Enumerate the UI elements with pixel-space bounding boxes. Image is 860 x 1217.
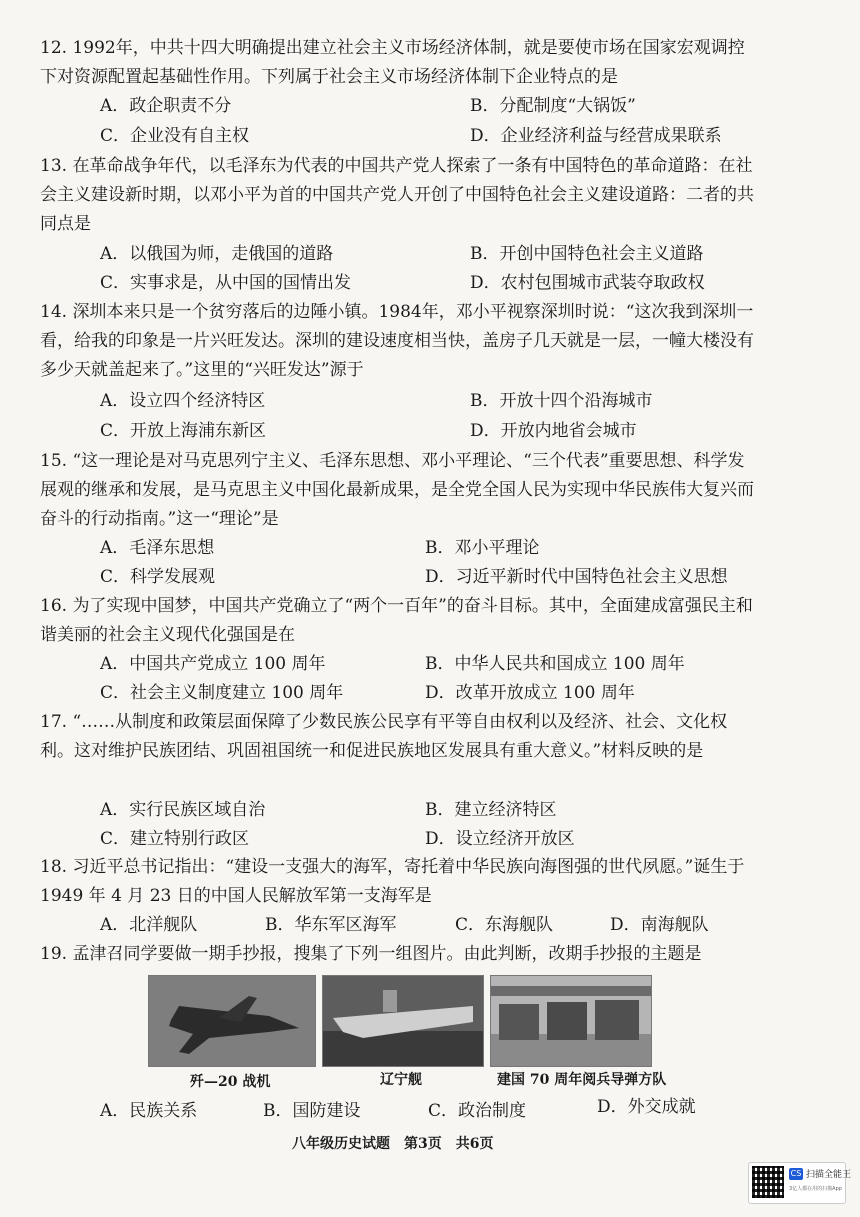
j20-fighter-photo — [148, 975, 316, 1067]
question-stem: 17. “……从制度和政策层面保障了少数民族公民享有平等自由权利以及经济、社会、文化权利。这对维护民族团结、巩固祖国统一和促进民族地区发展具有重大意义。”材料反映的是 — [40, 712, 728, 761]
option-d: D．南海舰队 — [610, 915, 709, 935]
option-b: B．开创中国特色社会主义道路 — [470, 244, 704, 264]
fighter-jet-icon — [149, 976, 315, 1066]
option-b: B．华东军区海军 — [265, 915, 397, 935]
question-stem: 14. 深圳本来只是一个贫穷落后的边陲小镇。1984年，邓小平视察深圳时说：“这次我到深圳一看，给我的印象是一片兴旺发达。深圳的建设速度相当快，盖房子几天就是一层，一幢大楼没有多少天就盖起来了。”这里的“兴旺发达”源于 — [40, 302, 754, 380]
option-d: D．改革开放成立 100 周年 — [425, 683, 635, 703]
option-a: A．毛泽东思想 — [100, 538, 215, 558]
option-b: B．分配制度“大锅饭” — [470, 96, 636, 116]
option-b: B．中华人民共和国成立 100 周年 — [425, 654, 685, 674]
option-b: B．建立经济特区 — [425, 800, 557, 820]
option-b: B．开放十四个沿海城市 — [470, 391, 653, 411]
camscanner-logo-icon: CS — [790, 1169, 802, 1178]
option-d: D．企业经济利益与经营成果联系 — [470, 126, 722, 146]
option-a: A．设立四个经济特区 — [100, 391, 266, 411]
option-a: A．民族关系 — [100, 1101, 198, 1121]
question-stem: 13. 在革命战争年代，以毛泽东为代表的中国共产党人探索了一条有中国特色的革命道路：在社会主义建设新时期，以邓小平为首的中国共产党人开创了中国特色社会主义建设道路：二者的共同点是 — [40, 156, 754, 234]
question-stem: 19. 孟津召同学要做一期手抄报，搜集了下列一组图片。由此判断，改期手抄报的主题是 — [40, 944, 702, 964]
scanner-subtitle: 3亿人都在用的扫描App — [789, 1186, 842, 1192]
option-d: D．开放内地省会城市 — [470, 421, 637, 441]
question-stem: 16. 为了实现中国梦，中国共产党确立了“两个一百年”的奋斗目标。其中，全面建成富强民主和谐美丽的社会主义现代化强国是在 — [40, 596, 753, 645]
liaoning-carrier-photo — [322, 975, 484, 1067]
option-d: D．农村包围城市武装夺取政权 — [470, 273, 705, 293]
option-a: A．政企职责不分 — [100, 96, 232, 116]
option-a: A．北洋舰队 — [100, 915, 198, 935]
photo-caption-liaoning: 辽宁舰 — [380, 1072, 422, 1088]
option-c: C．科学发展观 — [100, 567, 216, 587]
question-stem: 15. “这一理论是对马克思列宁主义、毛泽东思想、邓小平理论、“三个代表”重要思想、科学发展观的继承和发展，是马克思主义中国化最新成果，是全党全国人民为实现中华民族伟大复兴而奋斗的行动指南。”这一“理论”是 — [40, 451, 754, 529]
missile-parade-icon — [491, 976, 651, 1066]
option-d: D．外交成就 — [597, 1097, 696, 1117]
missile-parade-photo — [490, 975, 652, 1067]
option-a: A．实行民族区域自治 — [100, 800, 266, 820]
photo-caption-j20: 歼—20 战机 — [190, 1074, 271, 1090]
page-footer: 八年级历史试题 第3页 共6页 — [292, 1136, 494, 1152]
option-d: D．习近平新时代中国特色社会主义思想 — [425, 567, 728, 587]
option-d: D．设立经济开放区 — [425, 829, 575, 849]
option-c: C．建立特别行政区 — [100, 829, 250, 849]
option-b: B．邓小平理论 — [425, 538, 540, 558]
scanner-watermark — [748, 1162, 852, 1204]
option-c: C．东海舰队 — [455, 915, 554, 935]
option-c: C．政治制度 — [428, 1101, 527, 1121]
scanner-title: 扫描全能王 — [806, 1170, 852, 1180]
aircraft-carrier-icon — [323, 976, 483, 1066]
option-c: C．企业没有自主权 — [100, 126, 250, 146]
question-stem: 18. 习近平总书记指出：“建设一支强大的海军，寄托着中华民族向海图强的世代夙愿。”诞生于 1949 年 4 月 23 日的中国人民解放军第一支海军是 — [40, 857, 745, 906]
question-stem: 12. 1992年，中共十四大明确提出建立社会主义市场经济体制，就是要使市场在国家宏观调控下对资源配置起基础性作用。下列属于社会主义市场经济体制下企业特点的是 — [40, 38, 745, 87]
option-a: A．以俄国为师，走俄国的道路 — [100, 244, 334, 264]
option-c: C．开放上海浦东新区 — [100, 421, 267, 441]
option-b: B．国防建设 — [263, 1101, 361, 1121]
qr-code-icon — [752, 1166, 784, 1198]
option-c: C．实事求是，从中国的国情出发 — [100, 273, 352, 293]
option-a: A．中国共产党成立 100 周年 — [100, 654, 326, 674]
option-c: C．社会主义制度建立 100 周年 — [100, 683, 344, 703]
photo-caption-missile-parade: 建国 70 周年阅兵导弹方队 — [497, 1072, 667, 1088]
